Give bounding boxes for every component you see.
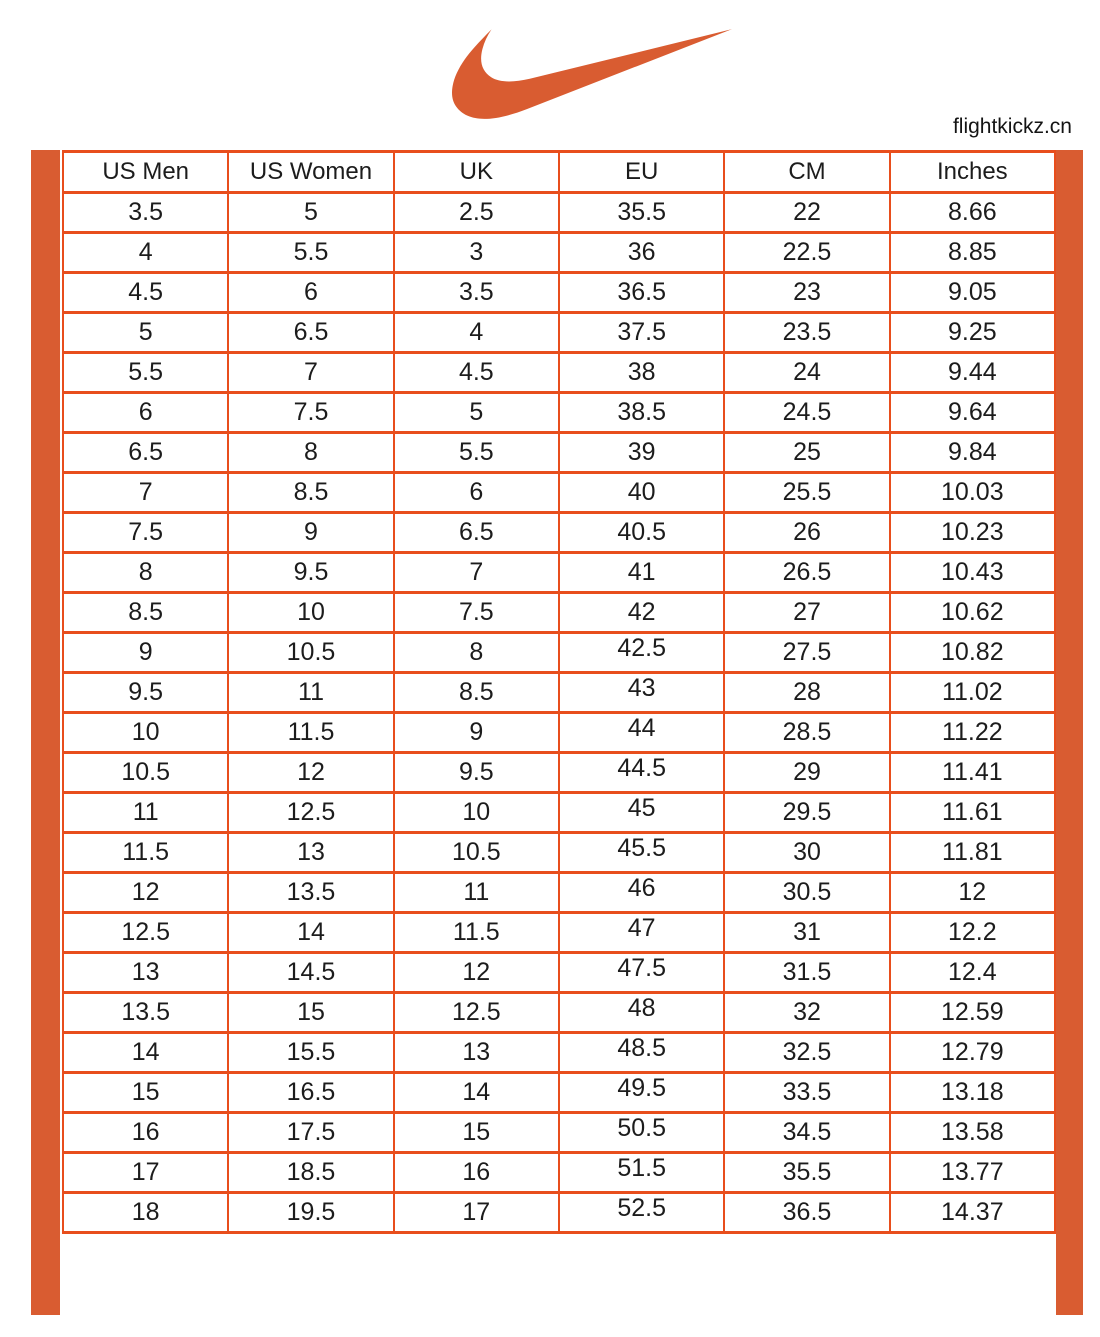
cell-cm: 22.5	[724, 233, 889, 273]
cell-us-men: 18	[63, 1193, 228, 1233]
cell-us-women: 5	[228, 193, 393, 233]
cell-us-men: 9.5	[63, 673, 228, 713]
table-row	[63, 393, 1055, 433]
cell-cm: 31.5	[724, 953, 889, 993]
cell-uk: 16	[394, 1153, 559, 1193]
cell-eu: 48.5	[559, 1033, 724, 1073]
cell-inches: 13.18	[890, 1073, 1055, 1113]
cell-us-men: 8.5	[63, 593, 228, 633]
table-row	[63, 1153, 1055, 1193]
cell-cm: 30.5	[724, 873, 889, 913]
column-header-us-men: US Men	[63, 152, 228, 193]
cell-eu: 35.5	[559, 193, 724, 233]
cell-inches: 12.79	[890, 1033, 1055, 1073]
cell-eu: 48	[559, 993, 724, 1033]
column-header-inches: Inches	[890, 152, 1055, 193]
cell-us-men: 12.5	[63, 913, 228, 953]
cell-uk: 8.5	[394, 673, 559, 713]
cell-eu: 47.5	[559, 953, 724, 993]
cell-us-women: 6.5	[228, 313, 393, 353]
table-row	[63, 913, 1055, 953]
cell-us-women: 10	[228, 593, 393, 633]
cell-cm: 22	[724, 193, 889, 233]
cell-inches: 10.62	[890, 593, 1055, 633]
cell-eu: 52.5	[559, 1193, 724, 1233]
cell-inches: 10.82	[890, 633, 1055, 673]
cell-inches: 11.41	[890, 753, 1055, 793]
table-row	[63, 633, 1055, 673]
cell-us-women: 15.5	[228, 1033, 393, 1073]
cell-eu: 47	[559, 913, 724, 953]
cell-cm: 31	[724, 913, 889, 953]
cell-uk: 5.5	[394, 433, 559, 473]
cell-us-women: 11.5	[228, 713, 393, 753]
cell-inches: 8.66	[890, 193, 1055, 233]
cell-us-women: 7	[228, 353, 393, 393]
cell-eu: 36	[559, 233, 724, 273]
cell-eu: 39	[559, 433, 724, 473]
cell-cm: 27	[724, 593, 889, 633]
table-row	[63, 233, 1055, 273]
column-header-cm: CM	[724, 152, 889, 193]
table-row	[63, 433, 1055, 473]
cell-us-men: 14	[63, 1033, 228, 1073]
cell-uk: 9.5	[394, 753, 559, 793]
cell-cm: 36.5	[724, 1193, 889, 1233]
cell-inches: 12	[890, 873, 1055, 913]
table-row	[63, 873, 1055, 913]
header-row	[63, 152, 1055, 193]
cell-us-women: 16.5	[228, 1073, 393, 1113]
cell-inches: 10.03	[890, 473, 1055, 513]
cell-us-men: 4	[63, 233, 228, 273]
table-row	[63, 753, 1055, 793]
cell-uk: 3	[394, 233, 559, 273]
cell-us-men: 10	[63, 713, 228, 753]
cell-us-men: 13.5	[63, 993, 228, 1033]
cell-uk: 6	[394, 473, 559, 513]
cell-uk: 4.5	[394, 353, 559, 393]
cell-eu: 36.5	[559, 273, 724, 313]
cell-us-men: 9	[63, 633, 228, 673]
cell-us-men: 10.5	[63, 753, 228, 793]
table-row	[63, 993, 1055, 1033]
cell-eu: 41	[559, 553, 724, 593]
right-accent-bar	[1056, 150, 1083, 1315]
cell-inches: 13.77	[890, 1153, 1055, 1193]
column-header-eu: EU	[559, 152, 724, 193]
cell-cm: 26	[724, 513, 889, 553]
cell-inches: 8.85	[890, 233, 1055, 273]
cell-cm: 32	[724, 993, 889, 1033]
table-row	[63, 473, 1055, 513]
cell-uk: 15	[394, 1113, 559, 1153]
cell-uk: 7	[394, 553, 559, 593]
cell-us-men: 5	[63, 313, 228, 353]
table-row	[63, 1113, 1055, 1153]
column-header-us-women: US Women	[228, 152, 393, 193]
cell-inches: 9.05	[890, 273, 1055, 313]
cell-us-women: 12	[228, 753, 393, 793]
cell-cm: 23	[724, 273, 889, 313]
cell-us-men: 16	[63, 1113, 228, 1153]
cell-cm: 34.5	[724, 1113, 889, 1153]
cell-eu: 44	[559, 713, 724, 753]
cell-us-women: 17.5	[228, 1113, 393, 1153]
cell-uk: 17	[394, 1193, 559, 1233]
cell-eu: 46	[559, 873, 724, 913]
cell-cm: 32.5	[724, 1033, 889, 1073]
table-row	[63, 953, 1055, 993]
cell-us-women: 10.5	[228, 633, 393, 673]
table-row	[63, 513, 1055, 553]
cell-us-men: 15	[63, 1073, 228, 1113]
cell-cm: 24.5	[724, 393, 889, 433]
cell-eu: 40	[559, 473, 724, 513]
cell-uk: 13	[394, 1033, 559, 1073]
cell-uk: 2.5	[394, 193, 559, 233]
cell-inches: 10.43	[890, 553, 1055, 593]
cell-uk: 4	[394, 313, 559, 353]
table-row	[63, 313, 1055, 353]
table-row	[63, 593, 1055, 633]
cell-cm: 29	[724, 753, 889, 793]
cell-eu: 37.5	[559, 313, 724, 353]
cell-inches: 9.84	[890, 433, 1055, 473]
table-row	[63, 793, 1055, 833]
cell-inches: 11.02	[890, 673, 1055, 713]
cell-cm: 25.5	[724, 473, 889, 513]
cell-uk: 6.5	[394, 513, 559, 553]
cell-cm: 23.5	[724, 313, 889, 353]
cell-cm: 33.5	[724, 1073, 889, 1113]
cell-eu: 42.5	[559, 633, 724, 673]
cell-cm: 30	[724, 833, 889, 873]
cell-us-men: 6.5	[63, 433, 228, 473]
cell-us-women: 19.5	[228, 1193, 393, 1233]
site-name: flightkickz.cn	[952, 115, 1072, 138]
cell-cm: 25	[724, 433, 889, 473]
cell-us-women: 8.5	[228, 473, 393, 513]
cell-us-men: 3.5	[63, 193, 228, 233]
cell-us-women: 9.5	[228, 553, 393, 593]
cell-us-men: 17	[63, 1153, 228, 1193]
cell-eu: 45.5	[559, 833, 724, 873]
cell-eu: 40.5	[559, 513, 724, 553]
cell-inches: 9.25	[890, 313, 1055, 353]
table-row	[63, 1073, 1055, 1113]
cell-cm: 24	[724, 353, 889, 393]
cell-uk: 11	[394, 873, 559, 913]
cell-inches: 12.2	[890, 913, 1055, 953]
cell-us-women: 14	[228, 913, 393, 953]
cell-inches: 12.59	[890, 993, 1055, 1033]
cell-inches: 10.23	[890, 513, 1055, 553]
cell-eu: 50.5	[559, 1113, 724, 1153]
cell-uk: 10.5	[394, 833, 559, 873]
cell-uk: 10	[394, 793, 559, 833]
cell-us-men: 11	[63, 793, 228, 833]
table-row	[63, 1193, 1055, 1233]
cell-uk: 5	[394, 393, 559, 433]
cell-inches: 14.37	[890, 1193, 1055, 1233]
cell-eu: 51.5	[559, 1153, 724, 1193]
cell-us-women: 14.5	[228, 953, 393, 993]
cell-cm: 28	[724, 673, 889, 713]
cell-uk: 8	[394, 633, 559, 673]
cell-uk: 9	[394, 713, 559, 753]
size-conversion-table	[62, 150, 1056, 1234]
table-row	[63, 273, 1055, 313]
cell-cm: 35.5	[724, 1153, 889, 1193]
cell-inches: 13.58	[890, 1113, 1055, 1153]
cell-cm: 28.5	[724, 713, 889, 753]
cell-uk: 7.5	[394, 593, 559, 633]
cell-inches: 9.44	[890, 353, 1055, 393]
cell-eu: 38	[559, 353, 724, 393]
cell-us-women: 6	[228, 273, 393, 313]
cell-us-women: 18.5	[228, 1153, 393, 1193]
cell-uk: 14	[394, 1073, 559, 1113]
cell-us-men: 11.5	[63, 833, 228, 873]
cell-uk: 12	[394, 953, 559, 993]
cell-us-women: 11	[228, 673, 393, 713]
cell-us-men: 7	[63, 473, 228, 513]
table-row	[63, 1033, 1055, 1073]
cell-us-men: 8	[63, 553, 228, 593]
cell-eu: 42	[559, 593, 724, 633]
cell-us-women: 15	[228, 993, 393, 1033]
cell-us-men: 12	[63, 873, 228, 913]
column-header-uk: UK	[394, 152, 559, 193]
cell-inches: 12.4	[890, 953, 1055, 993]
cell-uk: 12.5	[394, 993, 559, 1033]
cell-eu: 43	[559, 673, 724, 713]
table-row	[63, 553, 1055, 593]
cell-eu: 44.5	[559, 753, 724, 793]
cell-us-men: 6	[63, 393, 228, 433]
table-row	[63, 193, 1055, 233]
cell-inches: 11.61	[890, 793, 1055, 833]
left-accent-bar	[31, 150, 60, 1315]
cell-uk: 11.5	[394, 913, 559, 953]
cell-inches: 11.22	[890, 713, 1055, 753]
cell-us-women: 5.5	[228, 233, 393, 273]
table-row	[63, 833, 1055, 873]
cell-us-men: 5.5	[63, 353, 228, 393]
cell-cm: 29.5	[724, 793, 889, 833]
cell-eu: 38.5	[559, 393, 724, 433]
nike-swoosh-icon	[452, 27, 732, 121]
cell-us-women: 12.5	[228, 793, 393, 833]
cell-us-men: 4.5	[63, 273, 228, 313]
cell-uk: 3.5	[394, 273, 559, 313]
table-row	[63, 673, 1055, 713]
cell-inches: 11.81	[890, 833, 1055, 873]
cell-us-women: 9	[228, 513, 393, 553]
table-row	[63, 713, 1055, 753]
cell-us-women: 13.5	[228, 873, 393, 913]
cell-eu: 45	[559, 793, 724, 833]
cell-us-men: 7.5	[63, 513, 228, 553]
cell-us-men: 13	[63, 953, 228, 993]
cell-us-women: 13	[228, 833, 393, 873]
cell-eu: 49.5	[559, 1073, 724, 1113]
cell-cm: 27.5	[724, 633, 889, 673]
cell-cm: 26.5	[724, 553, 889, 593]
cell-us-women: 8	[228, 433, 393, 473]
table-row	[63, 353, 1055, 393]
cell-inches: 9.64	[890, 393, 1055, 433]
cell-us-women: 7.5	[228, 393, 393, 433]
